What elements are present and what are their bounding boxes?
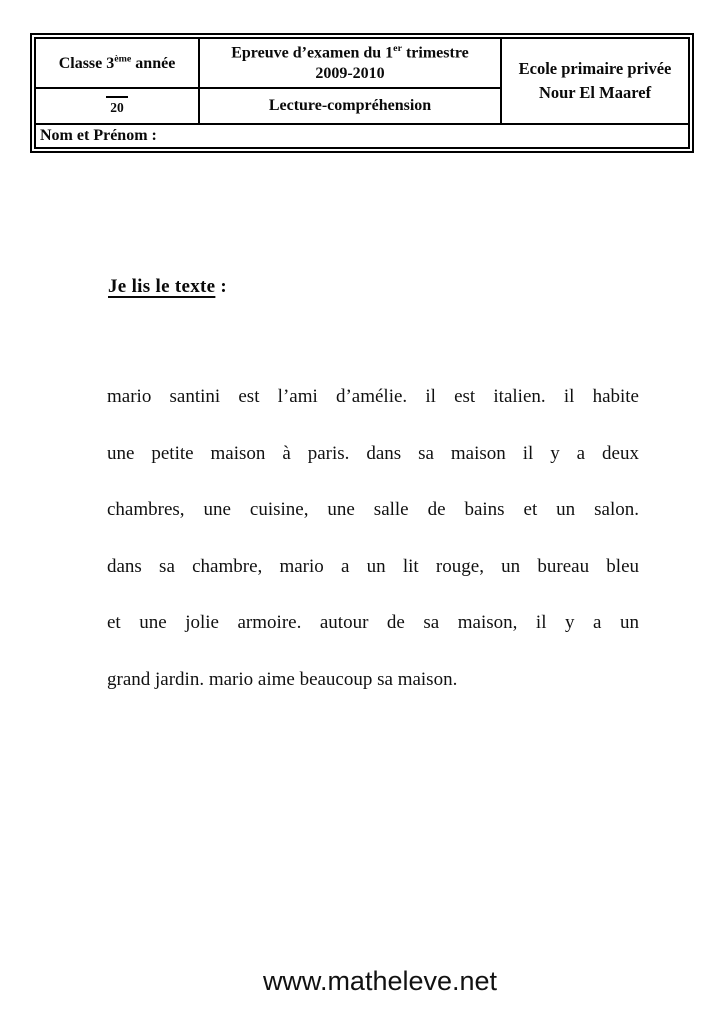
text-line: dans sa chambre, mario a un lit rouge, un bureau bleu [107,555,639,577]
exam-superscript: er [393,42,402,54]
school-cell [501,38,689,124]
exam-title: Epreuve d’examen du 1er trimestre [231,42,469,62]
subject-label: Lecture-compréhension [268,97,432,114]
subject-cell [199,88,501,124]
score-cell [35,88,199,124]
class-label: Classe 3ème année [58,53,176,72]
name-cell [35,124,689,148]
score-denominator: 20 [110,99,124,115]
footer-watermark [18,966,724,997]
text-line: et une jolie armoire. autour de sa maison, il y a un [107,612,639,633]
score-blank-line [106,96,128,98]
exam-title-cell [199,38,501,88]
school-name-line2: Nour El Maaref [538,83,652,102]
section-heading-text: Je lis le texte [108,276,216,297]
reading-text [107,369,639,708]
school-name-line1: Ecole primaire privée [518,59,672,79]
text-line: une petite maison à paris. dans sa maison il y a deux [107,442,639,464]
text-line: grand jardin. mario aime beaucoup sa maison. [107,668,458,690]
section-heading [108,276,227,298]
name-label: Nom et Prénom : [40,127,157,144]
score-fraction [106,96,128,115]
header-table-grid [34,37,690,149]
class-superscript: ème [114,53,132,65]
website-url: www.matheleve.net [262,966,498,996]
section-heading-colon: : [215,276,228,297]
text-line: mario santini est l’ami d’amélie. il est italien. il habite [107,386,639,407]
header-table [30,33,694,153]
exam-year: 2009-2010 [315,64,385,82]
text-line: chambres, une cuisine, une salle de bains et un salon. [107,499,639,520]
class-cell [35,38,199,88]
